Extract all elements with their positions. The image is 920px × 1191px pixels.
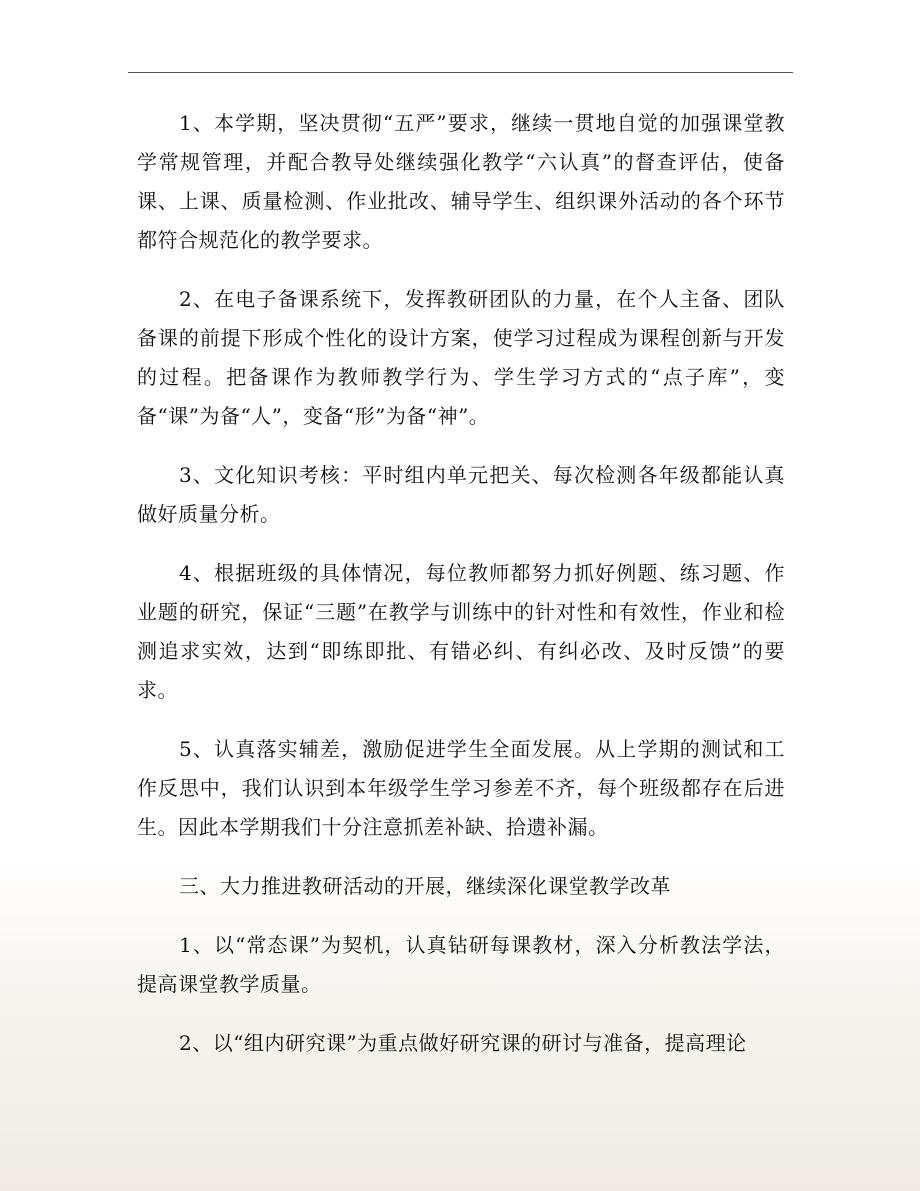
paragraph-2: 2、在电子备课系统下，发挥教研团队的力量，在个人主备、团队备课的前提下形成个性化的设计方案，使学习过程成为课程创新与开发的过程。把备课作为教师教学行为、学生学习方式的“点子库”，变备“课”为备“人”，变备“形”为备“神”。 [137, 287, 785, 428]
paragraph-6: 1、以“常态课”为契机，认真钻研每课教材，深入分析教法学法，提高课堂教学质量。 [137, 933, 785, 996]
document-body [137, 104, 785, 1083]
section-heading: 三、大力推进教研活动的开展，继续深化课堂教学改革 [179, 874, 671, 898]
paragraph-4: 4、根据班级的具体情况，每位教师都努力抓好例题、练习题、作业题的研究，保证“三题”在教学与训练中的针对性和有效性，作业和检测追求实效，达到“即练即批、有错必纠、有纠必改、及时反馈”的要求。 [137, 561, 785, 702]
paragraph-1: 1、本学期，坚决贯彻“五严”要求，继续一贯地自觉的加强课堂教学常规管理，并配合教导处继续强化教学“六认真”的督查评估，使备课、上课、质量检测、作业批改、辅导学生、组织课外活动的各个环节都符合规范化的教学要求。 [137, 111, 785, 252]
paragraph-7: 2、以“组内研究课”为重点做好研究课的研讨与准备，提高理论 [179, 1031, 747, 1055]
paragraph-5: 5、认真落实辅差，激励促进学生全面发展。从上学期的测试和工作反思中，我们认识到本年级学生学习参差不齐，每个班级都存在后进生。因此本学期我们十分注意抓差补缺、拾遗补漏。 [137, 737, 785, 839]
paragraph-3: 3、文化知识考核：平时组内单元把关、每次检测各年级都能认真做好质量分析。 [137, 463, 785, 526]
header-rule [128, 72, 793, 73]
